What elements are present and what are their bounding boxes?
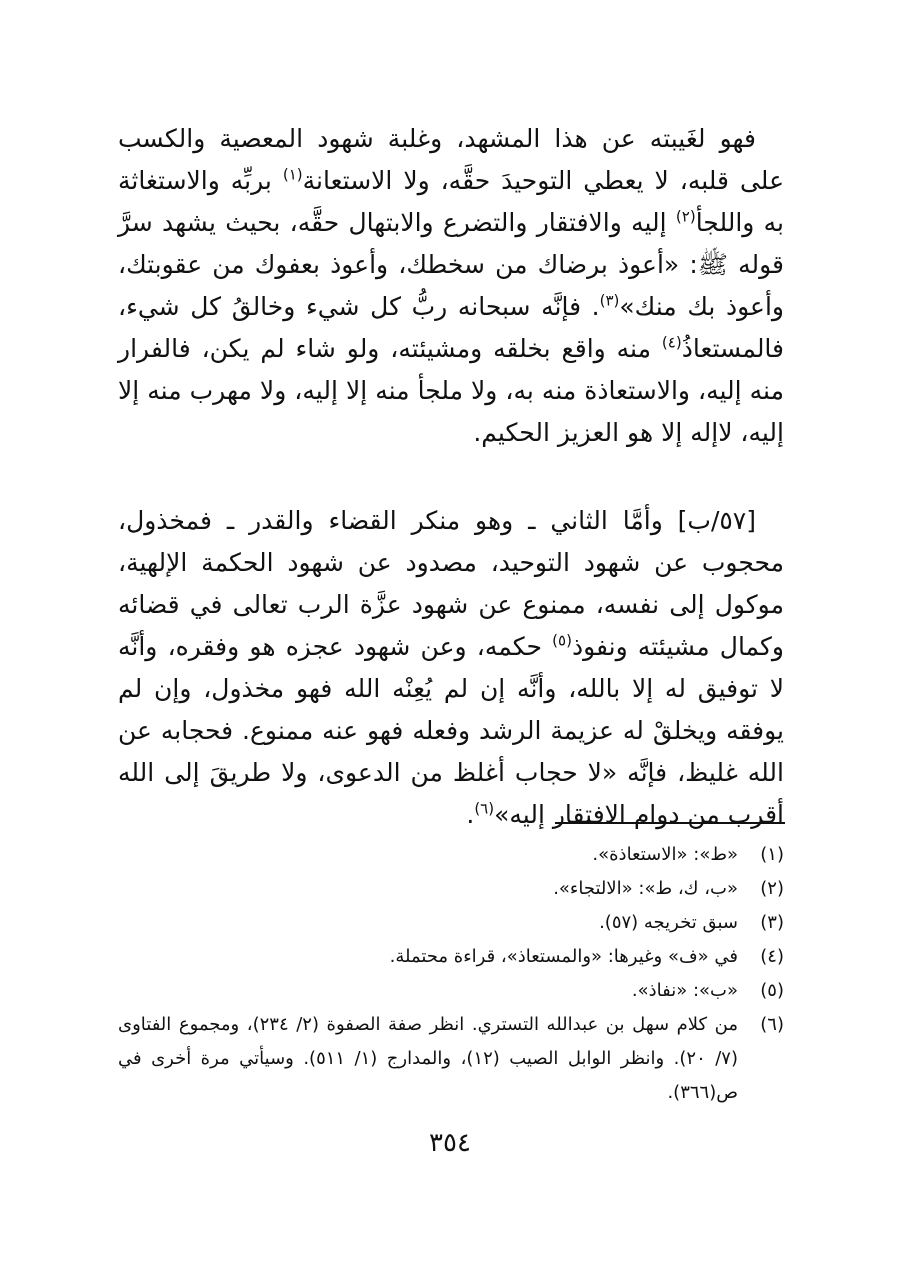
paragraph-2	[118, 500, 784, 836]
footnote-item	[118, 838, 784, 872]
footnote-number: (١)	[760, 844, 784, 865]
footnote-ref-5: (٥)	[552, 631, 572, 650]
paragraph-2-text-b: حكمه، وعن شهود عجزه هو وفقره، وأنَّه لا توفيق له إلا بالله، وأنَّه إن لم يُعِنْه الله فهو مخذول، وإن لم يوفقه ويخلقْ له عزيمة الرشد وفعله فهو عنه ممنوع. فحجابه عن الله غليظ، فإنَّه «لا حجاب أغلظ من الدعوى، ولا طريقَ إلى الله أقرب من دوام الافتقار إليه»	[118, 632, 784, 829]
footnote-text: «ب»: «نفاذ».	[631, 980, 738, 1001]
footnote-item	[118, 974, 784, 1008]
footnote-number: (٣)	[760, 912, 784, 933]
paragraph-2-text-a: [٥٧/ب] وأمَّا الثاني ـ وهو منكر القضاء والقدر ـ فمخذول، محجوب عن شهود التوحيد، مصدود عن شهود الحكمة الإلهية، موكول إلى نفسه، ممنوع عن شهود عزَّة الرب تعالى في قضائه وكمال مشيئته ونفوذ	[118, 506, 784, 661]
paragraph-1-text-d: . فإنَّه سبحانه ربُّ كل شيء وخالقُ كل شيء، فالمستعاذُ	[118, 292, 784, 363]
footnote-text: «ط»: «الاستعاذة».	[592, 844, 738, 865]
footnote-text: في «ف» وغيرها: «والمستعاذ»، قراءة محتملة.	[389, 946, 738, 967]
paragraph-2-text-c: .	[466, 800, 475, 829]
footnote-ref-3: (٣)	[599, 291, 620, 310]
footnote-item	[118, 1008, 784, 1110]
footnote-ref-4: (٤)	[661, 333, 682, 352]
paragraph-1-text-a: فهو لغَيبته عن هذا المشهد، وغلبة شهود المعصية والكسب على قلبه، لا يعطي التوحيدَ حقَّه، ولا الاستعانة	[118, 124, 784, 195]
footnote-number: (٤)	[760, 946, 784, 967]
footnote-separator	[555, 822, 785, 824]
footnote-item	[118, 906, 784, 940]
page-number: ٣٥٤	[429, 1128, 471, 1158]
footnote-text: سبق تخريجه (٥٧).	[599, 912, 738, 933]
footnote-item	[118, 872, 784, 906]
footnote-ref-6: (٦)	[474, 799, 495, 818]
footnote-number: (٥)	[760, 980, 784, 1001]
footnote-ref-1: (١)	[282, 165, 303, 184]
footnote-text: «ب، ك، ط»: «الالتجاء».	[553, 878, 738, 899]
footnote-item	[118, 940, 784, 974]
footnotes-list	[118, 838, 784, 1110]
paragraph-1-text-b: بربِّه والاستغاثة به واللجأ	[118, 166, 784, 237]
footnote-ref-2: (٢)	[675, 207, 696, 226]
paragraph-1	[118, 118, 784, 454]
paragraph-1-text-e: منه واقع بخلقه ومشيئته، ولو شاء لم يكن، فالفرار منه إليه، والاستعاذة منه به، ولا ملجأ منه إلا إليه، ولا مهرب منه إلا إليه، لاإله إلا هو العزيز الحكيم.	[118, 334, 784, 447]
footnote-number: (٦)	[760, 1014, 784, 1035]
footnote-number: (٢)	[760, 878, 784, 899]
footnote-text: من كلام سهل بن عبدالله التستري. انظر صفة الصفوة (٢/ ٢٣٤)، ومجموع الفتاوى (٧/ ٢٠). وانظر الوابل الصيب (١٢)، والمدارج (١/ ٥١١). وسيأتي مرة أخرى في ص(٣٦٦).	[118, 1014, 738, 1103]
paragraph-1-text-c: إليه والافتقار والتضرع والابتهال حقَّه، بحيث يشهد سرَّ قوله ﷺ: «أعوذ برضاك من سخطك، وأعوذ بعفوك من عقوبتك، وأعوذ بك منك»	[118, 208, 784, 321]
